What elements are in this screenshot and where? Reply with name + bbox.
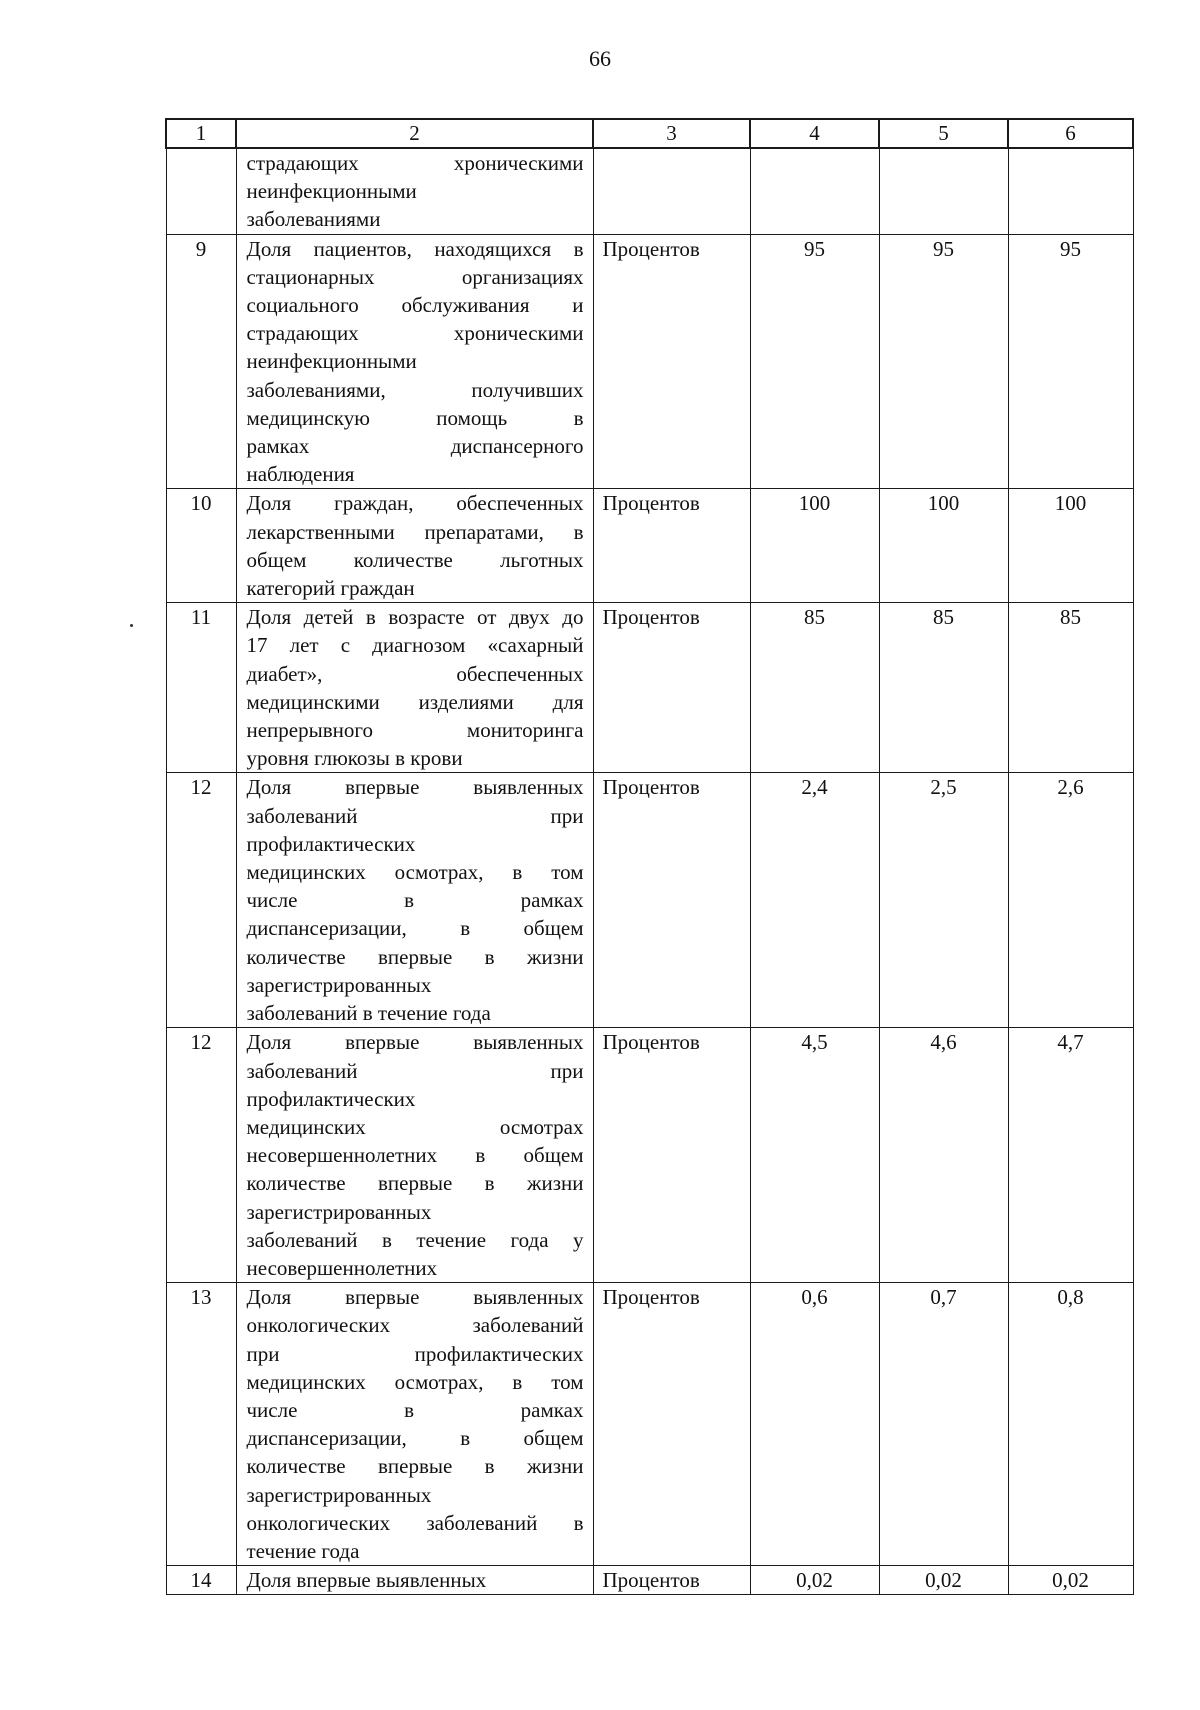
row-number: 14 xyxy=(166,1566,236,1595)
value-col4: 0,02 xyxy=(750,1566,879,1595)
description-line: несовершеннолетних xyxy=(246,1255,438,1280)
unit-cell: Процентов xyxy=(593,489,750,603)
description-line: зарегистрированных xyxy=(246,1199,432,1224)
description-line: страдающих хроническими xyxy=(246,321,584,346)
value-col5: 100 xyxy=(879,489,1008,603)
description-line: количестве впервые в жизни xyxy=(246,1454,584,1479)
indicator-description xyxy=(236,234,593,489)
indicator-description xyxy=(236,603,593,773)
description-line: Доля граждан, обеспеченных xyxy=(246,491,584,516)
value-col6: 100 xyxy=(1008,489,1133,603)
description-line: непрерывного мониторинга xyxy=(246,718,584,743)
indicator-description xyxy=(236,773,593,1028)
value-col4: 0,6 xyxy=(750,1283,879,1566)
row-number: 12 xyxy=(166,1028,236,1283)
description-line: Доля впервые выявленных xyxy=(246,775,584,800)
value-col6: 0,8 xyxy=(1008,1283,1133,1566)
description-line: заболеваниями, получивших xyxy=(246,377,584,402)
header-cell: 2 xyxy=(236,119,593,148)
description-line: неинфекционными xyxy=(246,349,417,374)
value-col5: 95 xyxy=(879,234,1008,489)
description-line: заболеваний при xyxy=(246,803,584,828)
description-line: онкологических заболеваний в xyxy=(246,1510,584,1535)
description-line: Доля впервые выявленных xyxy=(246,1030,584,1055)
table-row xyxy=(166,1566,1133,1595)
page-number: 66 xyxy=(589,46,611,71)
row-number: 11 xyxy=(166,603,236,773)
table-row xyxy=(166,489,1133,603)
description-line: при профилактических xyxy=(246,1341,584,1366)
description-line: стационарных организациях xyxy=(246,264,584,289)
description-line: общем количестве льготных xyxy=(246,547,584,572)
description-line: заболеваний в течение года у xyxy=(246,1227,584,1252)
table-row xyxy=(166,234,1133,489)
unit-cell: Процентов xyxy=(593,603,750,773)
header-row xyxy=(166,119,1133,148)
description-line: заболеваний при xyxy=(246,1058,584,1083)
table-row xyxy=(166,148,1133,234)
table-row xyxy=(166,1283,1133,1566)
value-col6: 4,7 xyxy=(1008,1028,1133,1283)
table-row xyxy=(166,1028,1133,1283)
description-line: неинфекционными xyxy=(246,179,417,204)
value-col5: 4,6 xyxy=(879,1028,1008,1283)
unit-cell: Процентов xyxy=(593,773,750,1028)
indicator-table xyxy=(165,118,1134,1595)
indicator-description xyxy=(236,1566,593,1595)
value-col6: 2,6 xyxy=(1008,773,1133,1028)
description-line: медицинскими изделиями для xyxy=(246,689,584,714)
header-cell: 6 xyxy=(1008,119,1133,148)
description-line: Доля впервые выявленных xyxy=(246,1568,487,1593)
description-line: зарегистрированных xyxy=(246,972,432,997)
description-line: наблюдения xyxy=(246,462,355,487)
description-line: количестве впервые в жизни xyxy=(246,944,584,969)
description-line: зарегистрированных xyxy=(246,1482,432,1507)
description-line: 17 лет с диагнозом «сахарный xyxy=(246,633,584,658)
header-cell: 3 xyxy=(593,119,750,148)
description-line: профилактических xyxy=(246,831,416,856)
unit-cell xyxy=(593,148,750,234)
indicator-description xyxy=(236,1283,593,1566)
row-number: 13 xyxy=(166,1283,236,1566)
unit-cell: Процентов xyxy=(593,1566,750,1595)
description-line: лекарственными препаратами, в xyxy=(246,519,584,544)
value-col5: 0,02 xyxy=(879,1566,1008,1595)
unit-cell: Процентов xyxy=(593,1028,750,1283)
description-line: медицинских осмотрах, в том xyxy=(246,860,584,885)
header-cell: 5 xyxy=(879,119,1008,148)
value-col4: 4,5 xyxy=(750,1028,879,1283)
description-line: числе в рамках xyxy=(246,888,584,913)
unit-cell: Процентов xyxy=(593,1283,750,1566)
value-col4: 2,4 xyxy=(750,773,879,1028)
value-col6: 95 xyxy=(1008,234,1133,489)
row-number: 10 xyxy=(166,489,236,603)
description-line: Доля впервые выявленных xyxy=(246,1285,584,1310)
value-col4 xyxy=(750,148,879,234)
unit-cell: Процентов xyxy=(593,234,750,489)
description-line: профилактических xyxy=(246,1086,416,1111)
description-line: несовершеннолетних в общем xyxy=(246,1143,584,1168)
description-line: диспансеризации, в общем xyxy=(246,916,584,941)
description-line: медицинских осмотрах xyxy=(246,1114,584,1139)
description-line: Доля пациентов, находящихся в xyxy=(246,236,584,261)
value-col5: 85 xyxy=(879,603,1008,773)
description-line: диабет», обеспеченных xyxy=(246,661,584,686)
header-cell: 1 xyxy=(166,119,236,148)
description-line: числе в рамках xyxy=(246,1397,584,1422)
value-col6: 0,02 xyxy=(1008,1566,1133,1595)
value-col4: 100 xyxy=(750,489,879,603)
indicator-description xyxy=(236,489,593,603)
table-row xyxy=(166,773,1133,1028)
row-number: 9 xyxy=(166,234,236,489)
description-line: категорий граждан xyxy=(246,576,415,601)
value-col5 xyxy=(879,148,1008,234)
value-col6 xyxy=(1008,148,1133,234)
value-col4: 85 xyxy=(750,603,879,773)
description-line: заболеваний в течение года xyxy=(246,1001,491,1026)
indicator-description xyxy=(236,1028,593,1283)
description-line: количестве впервые в жизни xyxy=(246,1171,584,1196)
header-cell: 4 xyxy=(750,119,879,148)
value-col5: 2,5 xyxy=(879,773,1008,1028)
description-line: рамках диспансерного xyxy=(246,434,584,459)
description-line: медицинских осмотрах, в том xyxy=(246,1369,584,1394)
description-line: социального обслуживания и xyxy=(246,293,584,318)
description-line: онкологических заболеваний xyxy=(246,1313,584,1338)
indicator-description xyxy=(236,148,593,234)
scan-speck xyxy=(130,624,133,627)
value-col6: 85 xyxy=(1008,603,1133,773)
description-line: Доля детей в возрасте от двух до xyxy=(246,605,584,630)
description-line: страдающих хроническими xyxy=(246,151,584,175)
description-line: течение года xyxy=(246,1538,360,1563)
value-col5: 0,7 xyxy=(879,1283,1008,1566)
description-line: заболеваниями xyxy=(246,207,381,232)
row-number: 12 xyxy=(166,773,236,1028)
value-col4: 95 xyxy=(750,234,879,489)
table-row xyxy=(166,603,1133,773)
description-line: медицинскую помощь в xyxy=(246,405,584,430)
row-number xyxy=(166,148,236,234)
description-line: уровня глюкозы в крови xyxy=(246,746,463,771)
description-line: диспансеризации, в общем xyxy=(246,1426,584,1451)
